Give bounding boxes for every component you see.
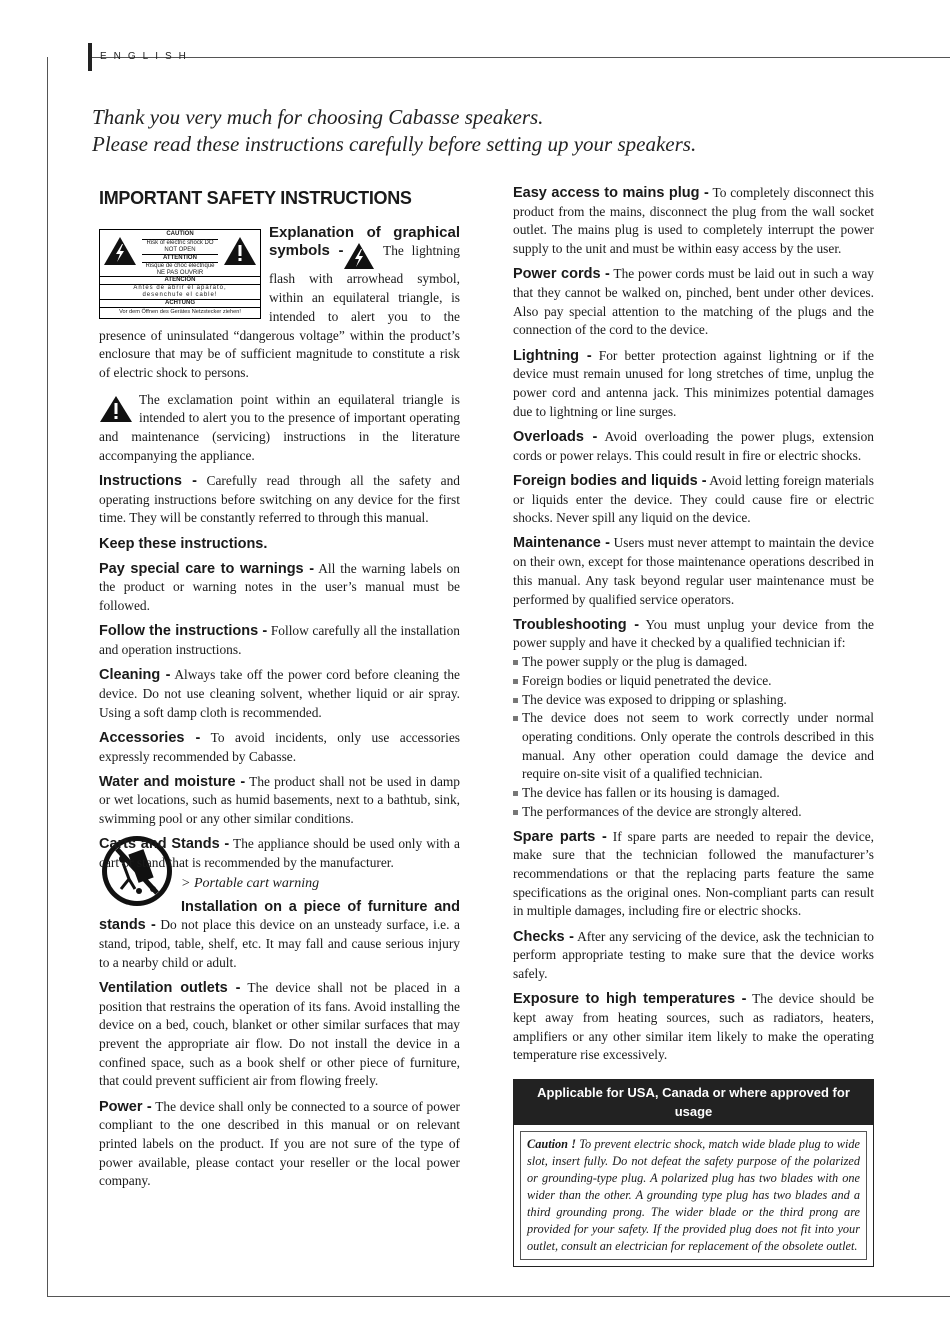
foreign-paragraph	[513, 472, 874, 528]
furniture-text: Do not place this device on an unsteady surface, i.e. a stand, tripod, table, shelf, etc. It may fall and cause serious injury to a nearby child or adult.	[99, 917, 460, 970]
usa-notice-title: Applicable for USA, Canada or where approved for usage	[514, 1080, 873, 1125]
exclamation-warning-icon	[223, 236, 257, 266]
list-item: The performances of the device are strongly altered.	[513, 803, 874, 822]
troubleshooting-list	[513, 653, 874, 821]
warnings-heading: Pay special care to warnings -	[99, 560, 315, 577]
temperature-heading: Exposure to high temperatures -	[513, 991, 747, 1008]
power-heading: Power -	[99, 1098, 152, 1115]
maintenance-heading: Maintenance -	[513, 535, 610, 552]
spare-paragraph	[513, 828, 874, 922]
intro-line-2: Please read these instructions carefully before setting up your speakers.	[92, 132, 697, 156]
checks-heading: Checks -	[513, 928, 574, 945]
caution-label	[99, 229, 261, 319]
caution-heading: CAUTION	[166, 230, 194, 237]
foreign-heading: Foreign bodies and liquids -	[513, 472, 707, 489]
section-title: IMPORTANT SAFETY INSTRUCTIONS	[99, 188, 412, 208]
usa-notice-box	[513, 1079, 874, 1267]
checks-paragraph	[513, 928, 874, 984]
follow-paragraph	[99, 622, 460, 659]
cart-warning-text: > Portable cart warning	[181, 875, 320, 891]
usa-caution-text: To prevent electric shock, match wide blade plug to wide slot, insert fully. Do not defeat the safety purpose of the polarized or grounding-type plug. A polarized plug has two blades with one wider than the other. A grounding type plug has two blades and a third grounding prong. The wider blade or the third prong are provided for your safety. If the provided plug does not fit into your outlet, consult an electrician for replacement of the obsolete outlet.	[527, 1137, 860, 1253]
follow-text: Follow carefully all the installation and operation instructions.	[99, 623, 460, 658]
accessories-text: To avoid incidents, only use accessories expressly recommended by Cabasse.	[99, 729, 460, 764]
caution-text: Risk of electric shock DO NOT OPEN	[146, 239, 214, 253]
language-marker	[88, 43, 92, 71]
usa-notice-body	[520, 1131, 867, 1259]
lightning-triangle-icon	[343, 242, 375, 270]
carts-text: The appliance should be used only with a cart or stand that is recommended by the manufacturer.	[99, 836, 460, 871]
bottom-rule	[47, 1296, 950, 1297]
lightning-text: For better protection against lightning or if the device must remain unused for long stretches of time, unplug the power cord and antenna jack. This minimizes potential damages due to lightning or line surges.	[513, 347, 874, 419]
divider	[100, 307, 260, 308]
accessories-paragraph	[99, 729, 460, 766]
list-item: Foreign bodies or liquid penetrated the device.	[513, 672, 874, 691]
lightning-heading: Lightning -	[513, 347, 592, 364]
keep-paragraph	[99, 535, 460, 554]
exclamation-paragraph	[99, 391, 460, 466]
list-item: The power supply or the plug is damaged.	[513, 653, 874, 672]
achtung-heading: ACHTUNG	[165, 299, 195, 306]
maintenance-text: Users must never attempt to maintain the device on their own, except for those maintenance operations described in this manual. Any task beyond regular user maintenance must be performed by qualified service operators.	[513, 535, 874, 607]
water-heading: Water and moisture -	[99, 773, 246, 790]
lightning-paragraph	[513, 347, 874, 422]
mains-text: To completely disconnect this product from the mains, disconnect the plug from the wall socket outlet. The mains plug is used to completely interrupt the power supply to the unit and must be within easy access by the user.	[513, 185, 874, 257]
keep-heading: Keep these instructions.	[99, 535, 268, 552]
warnings-text: All the warning labels on the product or warning notes in the user’s manual must be followed.	[99, 560, 460, 614]
language-label: ENGLISH	[100, 51, 193, 62]
cleaning-text: Always take off the power cord before cleaning the device. Do not use cleaning solvent, whether liquid or air spray. Using a soft damp cloth is recommended.	[99, 667, 460, 720]
usa-caution-label: Caution !	[527, 1137, 577, 1152]
troubleshooting-heading: Troubleshooting -	[513, 616, 640, 633]
ventilation-heading: Ventilation outlets -	[99, 979, 241, 996]
mains-paragraph	[513, 184, 874, 259]
left-rule	[47, 57, 48, 1297]
power-text: The device shall only be connected to a source of power compliant to the one described in this manual or on relevant printed labels on the product. If you are not sure of the type of power available, please contact your reseller or the local power company.	[99, 1098, 460, 1189]
cords-paragraph	[513, 265, 874, 340]
water-paragraph	[99, 773, 460, 829]
achtung-text: Vor dem Öffnen des Gerätes Netzstecker ziehen!	[119, 308, 241, 315]
attention-heading: ATTENTION	[163, 254, 197, 261]
checks-text: After any servicing of the device, ask the technician to perform appropriate testing to make sure that the device works safely.	[513, 928, 874, 981]
instructions-text: Carefully read through all the safety and operating instructions before switching on any device for the first time. They will be constantly referred to through this manual.	[99, 472, 460, 526]
accessories-heading: Accessories -	[99, 729, 201, 746]
warnings-paragraph	[99, 560, 460, 616]
spare-heading: Spare parts -	[513, 828, 607, 845]
top-rule	[92, 57, 950, 58]
ventilation-paragraph	[99, 979, 460, 1091]
troubleshooting-paragraph	[513, 616, 874, 653]
list-item: The device has fallen or its housing is damaged.	[513, 784, 874, 803]
exclamation-triangle-icon	[99, 395, 133, 423]
overloads-paragraph	[513, 428, 874, 465]
power-paragraph	[99, 1098, 460, 1192]
attention-text: Risque de choc électrique NE PAS OUVRIR	[145, 262, 215, 276]
cords-text: The power cords must be laid out in such a way that they cannot be walked on, pinched, bent under other devices. Also pay special attention to the matching of the plugs and the connection of the cord to the device.	[513, 266, 875, 338]
cleaning-heading: Cleaning -	[99, 667, 171, 684]
temperature-paragraph	[513, 990, 874, 1065]
graphical-symbols-text: The lightning flash with arrowhead symbol, within an equilateral triangle, is intended to alert you to the presence of uninsulated “dangerous voltage” within the product’s enclosure that may be of sufficient magnitude to constitute a risk of electric shock to persons.	[99, 243, 460, 380]
list-item: The device was exposed to dripping or splashing.	[513, 691, 874, 710]
intro-line-1: Thank you very much for choosing Cabasse speakers.	[92, 105, 544, 129]
mains-heading: Easy access to mains plug -	[513, 185, 709, 201]
troubleshooting-text: You must unplug your device from the power supply and have it checked by a qualified technician if:	[513, 616, 874, 651]
instructions-paragraph	[99, 472, 460, 528]
lightning-warning-icon	[103, 236, 137, 266]
furniture-heading: Installation on a piece of furniture and stands -	[99, 898, 460, 934]
cleaning-paragraph	[99, 666, 460, 722]
left-column	[99, 186, 460, 1198]
atencion-heading: ATENCIÓN	[164, 276, 196, 283]
overloads-text: Avoid overloading the power plugs, extension cords or power relays. This could result in fire or electric shocks.	[513, 428, 875, 463]
maintenance-paragraph	[513, 534, 874, 609]
foreign-text: Avoid letting foreign materials or liquids enter the device. They could cause fire or electric shocks. Never spill any liquid on the device.	[513, 472, 874, 526]
furniture-paragraph	[99, 898, 460, 973]
exclamation-text: The exclamation point within an equilateral triangle is intended to alert you to the presence of important operating and maintenance (servicing) instructions in the literature accompanying the appliance.	[99, 391, 460, 463]
overloads-heading: Overloads -	[513, 428, 598, 445]
carts-paragraph	[99, 835, 460, 872]
list-item: The device does not seem to work correctly under normal operating conditions. Only operate the controls described in this manual. Any other operation could damage the device and require on-site visit of a qualified technician.	[513, 709, 874, 784]
temperature-text: The device should be kept away from heating sources, such as radiators, heaters, amplifiers or any other similar item likely to make the operating temperature rise excessively.	[513, 991, 874, 1063]
spare-text: If spare parts are needed to repair the device, make sure that the technician followed the manufacturer’s recommendations or that the replacing parts feature the same specifications as the original ones. Non-compliant parts can result in multiple damages, including fire or electric shocks.	[513, 828, 874, 919]
graphical-symbols-heading: Explanation of graphical symbols -	[269, 223, 460, 260]
carts-heading: Carts and Stands -	[99, 836, 230, 853]
water-text: The product shall not be used in damp or wet locations, such as humid basements, next to a bathtub, sink, swimming pool or any other similar conditions.	[99, 773, 460, 827]
right-column	[513, 184, 874, 1267]
intro	[92, 104, 892, 158]
cords-heading: Power cords -	[513, 266, 610, 283]
ventilation-text: The device shall not be placed in a position that restrains the operation of its fans. Avoid installing the device on a bed, couch, blanket or other similar surfaces that may prevent the appropriate air flow. Do not install the device in a confined space, such as a book shelf or other piece of furniture, that could prevent sufficient air from flowing freely.	[99, 979, 461, 1089]
instructions-heading: Instructions -	[99, 472, 198, 489]
follow-heading: Follow the instructions -	[99, 623, 268, 640]
atencion-text: Antes de abrir el aparato, desenchufe el cable!	[133, 284, 227, 298]
